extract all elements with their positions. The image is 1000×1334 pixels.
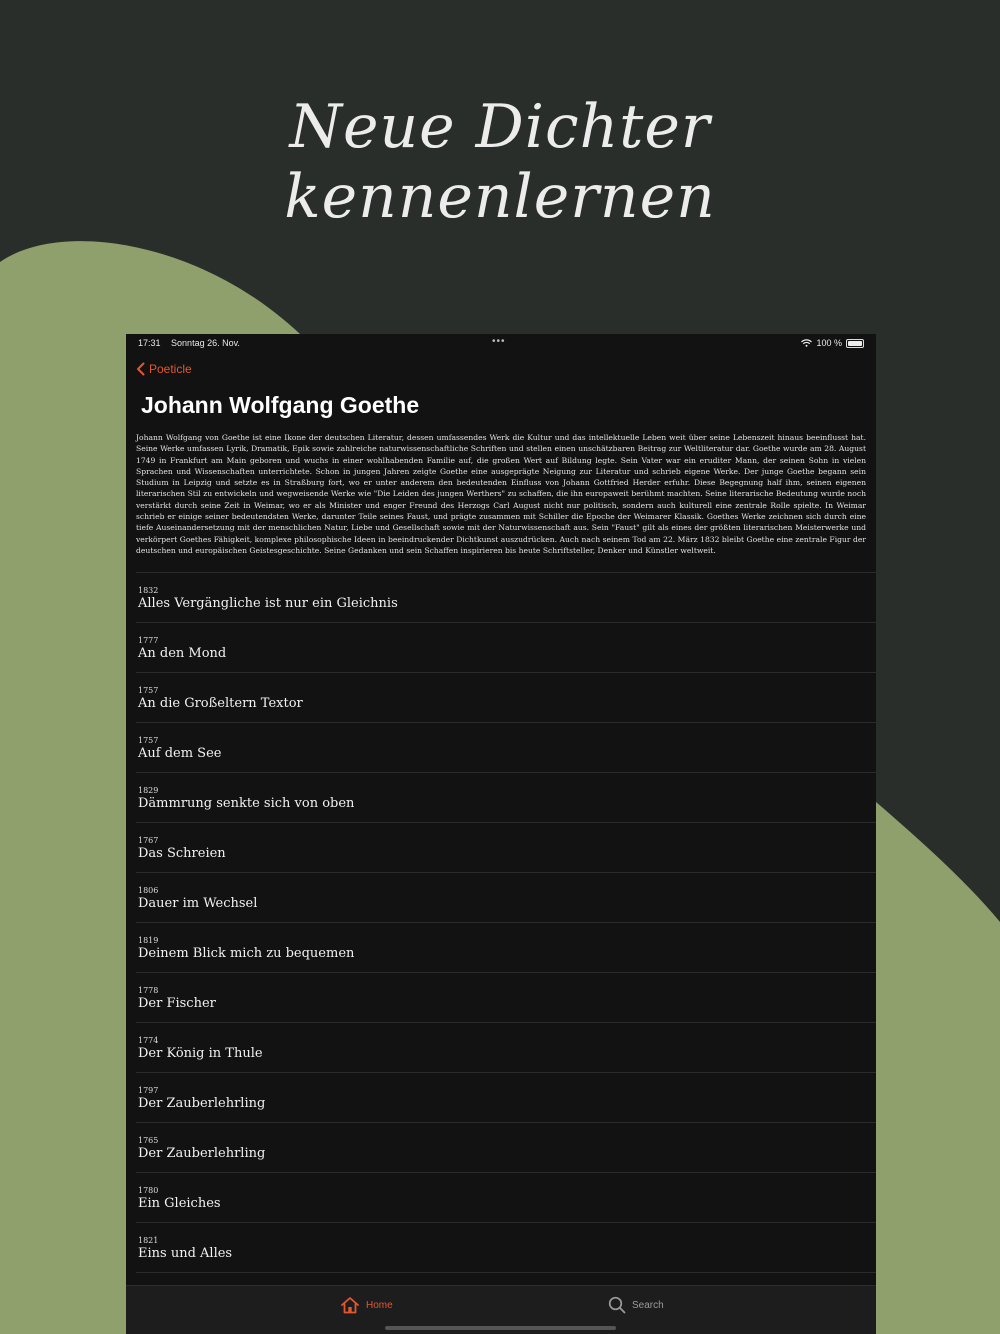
poem-title: Der Zauberlehrling — [138, 1146, 266, 1161]
poem-row[interactable] — [136, 623, 876, 673]
poem-year: 1819 — [138, 936, 159, 945]
tab-bar — [126, 1285, 876, 1334]
poem-title: Ein Gleiches — [138, 1196, 221, 1211]
poem-year: 1829 — [138, 786, 159, 795]
poem-year: 1797 — [138, 1086, 159, 1095]
poem-year: 1774 — [138, 1036, 159, 1045]
status-time: 17:31 — [138, 338, 161, 348]
poem-title: An die Großeltern Textor — [138, 696, 303, 711]
poem-list — [126, 573, 876, 1273]
poem-row[interactable] — [136, 723, 876, 773]
tab-home-label: Home — [366, 1299, 393, 1311]
back-button[interactable] — [136, 362, 192, 376]
tab-search[interactable] — [608, 1296, 664, 1314]
poem-year: 1765 — [138, 1136, 159, 1145]
poem-row[interactable] — [136, 673, 876, 723]
poem-year: 1821 — [138, 1236, 159, 1245]
home-indicator[interactable] — [385, 1326, 616, 1330]
home-icon — [340, 1296, 360, 1314]
poem-title: Dämmrung senkte sich von oben — [138, 796, 355, 811]
battery-icon — [846, 339, 864, 348]
tab-search-label: Search — [632, 1299, 664, 1311]
poem-title: Alles Vergängliche ist nur ein Gleichnis — [138, 596, 398, 611]
poem-row[interactable] — [136, 973, 876, 1023]
device-screen — [126, 334, 876, 1334]
poem-row[interactable] — [136, 1023, 876, 1073]
status-date: Sonntag 26. Nov. — [171, 338, 240, 348]
poem-year: 1806 — [138, 886, 159, 895]
multitasking-dots[interactable]: ••• — [492, 336, 506, 347]
poem-year: 1767 — [138, 836, 159, 845]
poem-row[interactable] — [136, 773, 876, 823]
poem-title: Deinem Blick mich zu bequemen — [138, 946, 355, 961]
poem-row[interactable] — [136, 823, 876, 873]
poem-title: Der Fischer — [138, 996, 216, 1011]
tab-home[interactable] — [340, 1296, 393, 1314]
poem-year: 1757 — [138, 686, 159, 695]
back-button-label: Poeticle — [149, 362, 192, 376]
author-name: Johann Wolfgang Goethe — [141, 392, 420, 418]
author-bio: Johann Wolfgang von Goethe ist eine Ikone der deutschen Literatur, dessen umfassendes Werk die Kultur und das intellektuelle Leben weit über seine Lebenszeit hinaus beeinflusst hat. Seine Werke umfassen Lyrik, Dramatik, Epik sowie zahlreiche naturwissenschaftliche Schriften und stellen einen unschätzbaren Beitrag zur Weltliteratur dar. Goethe wurde am 28. August 1749 in Frankfurt am Main geboren und wuchs in einer wohlhabenden Familie auf, die großen Wert auf Bildung legte. Sein Vater war ein eruditer Mann, der seinen Sohn in vielen Sprachen und Wissenschaften unterrichtete. Schon in jungen Jahren zeigte Goethe eine ausgeprägte Neigung zur Literatur und schrieb eigene Werke. Der junge Goethe begann sein Studium in Leipzig und setzte es in Straßburg fort, wo er unter anderem den bedeutenden Einfluss von Johann Gottfried Herder erfuhr. Diese Begegnung half ihm, seinen eigenen literarischen Stil zu entwickeln und wegweisende Werke wie "Die Leiden des jungen Werthers" zu schaffen, die ihn europaweit berühmt machten. Seine literarische Bedeutung wurde noch verstärkt durch seine Zeit in Weimar, wo er als Minister und enger Freund des Herzogs Carl August nicht nur politisch, sondern auch kulturell eine zentrale Rolle spielte. In Weimar schrieb er einige seiner bedeutendsten Werke, darunter Teile seines Faust, und prägte zusammen mit Schiller die Epoche der Weimarer Klassik. Goethes Werke zeichnen sich durch eine tiefe Auseinandersetzung mit der menschlichen Natur, Liebe und Gesellschaft sowie mit der Naturwissenschaft aus. Sein "Faust" gilt als eines der größten literarischen Meisterwerke und verkörpert Goethes Fähigkeit, komplexe philosophische Ideen in beeindruckender Dichtkunst auszudrücken. Auch nach seinem Tod am 22. März 1832 bleibt Goethe eine zentrale Figur der deutschen und europäischen Geistesgeschichte. Seine Gedanken und sein Schaffen inspirieren bis heute Schriftsteller, Denker und Künstler weltweit. — [136, 433, 866, 555]
headline-line-1: Neue Dichter — [289, 92, 711, 162]
poem-year: 1832 — [138, 586, 159, 595]
search-icon — [608, 1296, 626, 1314]
poem-title: Das Schreien — [138, 846, 226, 861]
chevron-left-icon — [136, 362, 145, 376]
status-bar — [126, 334, 876, 352]
poem-row[interactable] — [136, 1073, 876, 1123]
poem-title: Eins und Alles — [138, 1246, 233, 1261]
poem-row[interactable] — [136, 1123, 876, 1173]
poem-year: 1757 — [138, 736, 159, 745]
battery-percent: 100 % — [816, 338, 842, 348]
poem-title: Dauer im Wechsel — [138, 896, 258, 911]
poem-row[interactable] — [136, 923, 876, 973]
poem-title: Auf dem See — [138, 746, 222, 761]
poem-title: Der Zauberlehrling — [138, 1096, 266, 1111]
wifi-icon — [801, 339, 812, 347]
poem-year: 1777 — [138, 636, 159, 645]
poem-year: 1780 — [138, 1186, 159, 1195]
poem-row[interactable] — [136, 1223, 876, 1273]
poem-row[interactable] — [136, 1173, 876, 1223]
poem-title: Der König in Thule — [138, 1046, 263, 1061]
poem-year: 1778 — [138, 986, 159, 995]
poem-title: An den Mond — [138, 646, 227, 661]
poem-row[interactable] — [136, 873, 876, 923]
poem-row[interactable] — [136, 573, 876, 623]
headline-line-2: kennenlernen — [284, 162, 716, 232]
promo-headline — [0, 92, 1000, 232]
